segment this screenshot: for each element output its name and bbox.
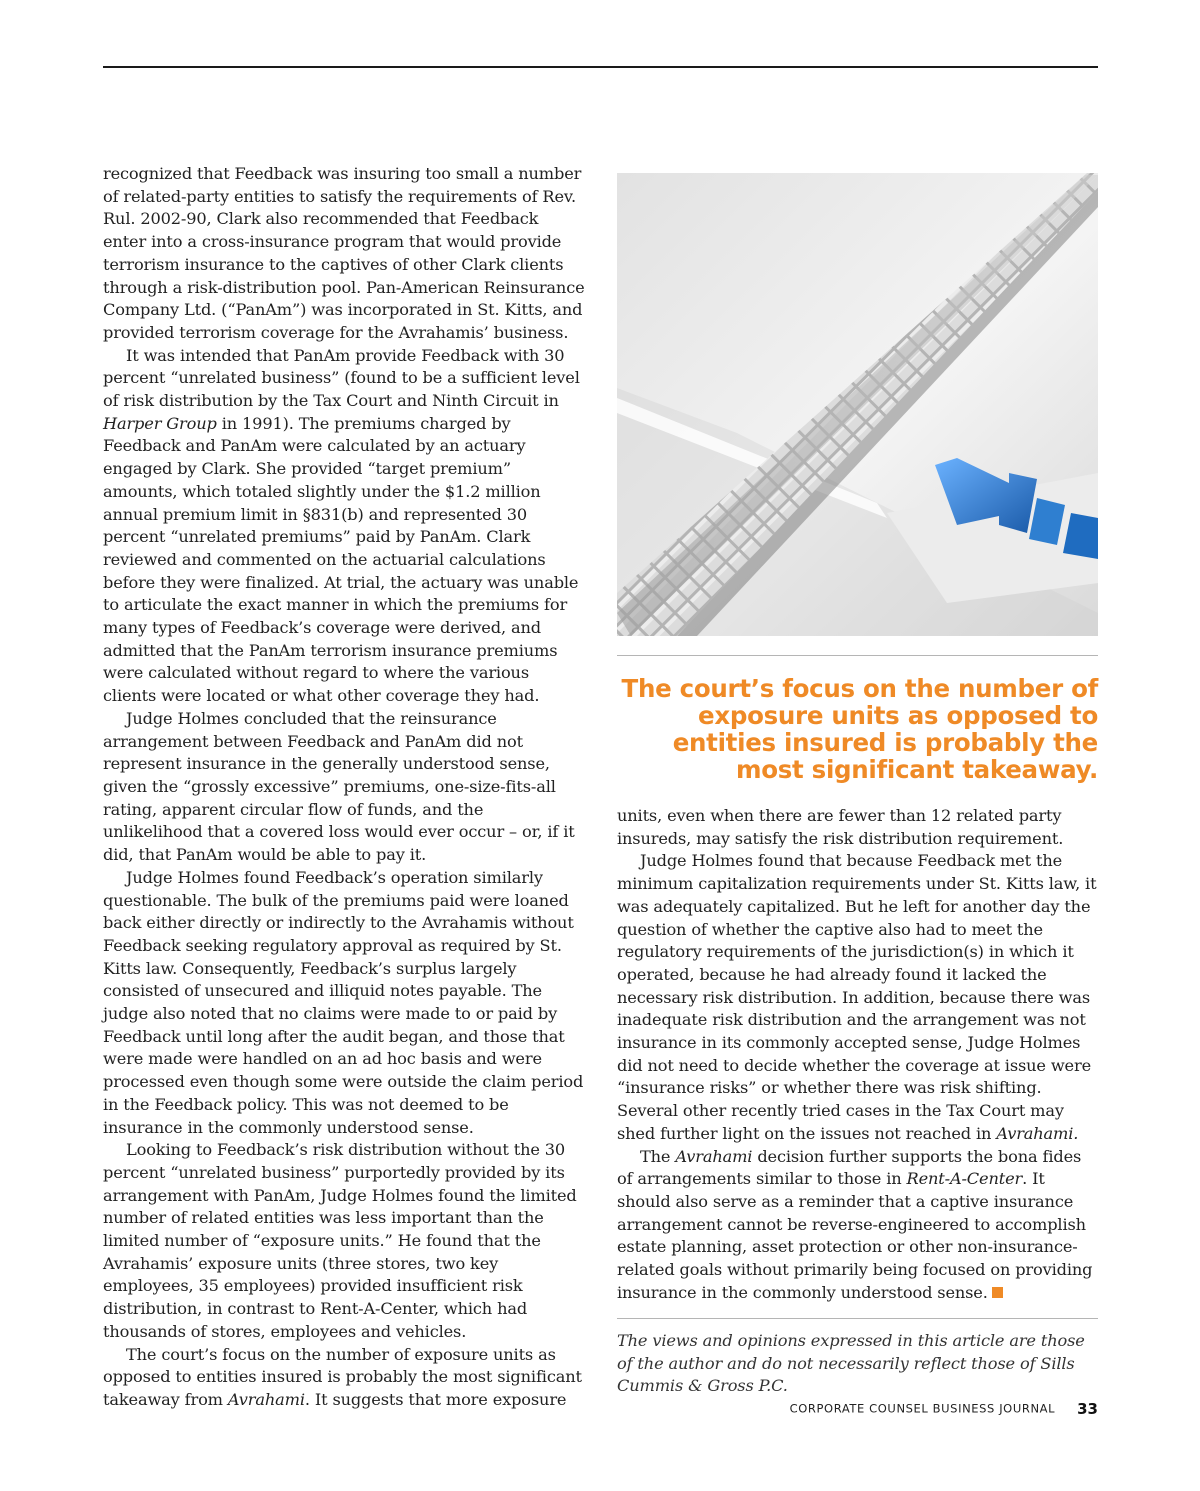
text-span: in 1991). The premiums charged by Feedback and PanAm were calculated by an actuary engaged by Clark. She provided “target premium” amounts, which totaled slightly under the $1.2 million annual premium limit in §831(b) and represented 30 percent “unrelated premiums” paid by PanAm. Clark reviewed and commented on the actuarial calculations before they were finalized. At trial, the actuary was unable to articulate the exact manner in which the premiums for many types of Feedback’s coverage were derived, and admitted that the PanAm terrorism insurance premiums were calculated without regard to where the various clients were located or what other coverage they had.: [103, 413, 579, 706]
paragraph: recognized that Feedback was insuring too small a number of related-party entities to satisfy the requirements of Rev. Rul. 2002-90, Clark also recommended that Feedback enter into a cross-insurance program that would provide terrorism insurance to the captives of other Clark clients through a risk-distribution pool. Pan-American Reinsurance Company Ltd. (“PanAm”) was incorporated in St. Kitts, and provided terrorism coverage for the Avrahamis’ business.: [103, 164, 585, 342]
case-name: Avrahami.: [996, 1123, 1079, 1143]
paragraph: Judge Holmes concluded that the reinsurance arrangement between Feedback and PanAm did not represent insurance in the generally understood sense, given the “grossly excessive” premiums, one-size-fits-all rating, apparent circular flow of funds, and the unlikelihood that a covered loss would ever occur – or, if it did, that PanAm would be able to pay it.: [103, 708, 575, 865]
case-name: Avrahami: [675, 1146, 753, 1166]
paragraph: [103, 1344, 585, 1412]
text-span: The: [640, 1146, 676, 1166]
text-span: . It suggests that more exposure: [304, 1389, 567, 1409]
divider: [617, 1318, 1098, 1319]
footer: [700, 1398, 1098, 1418]
paragraph: Looking to Feedback’s risk distribution without the 30 percent “unrelated business” purportedly provided by its arrangement with PanAm, Judge Holmes found the limited number of related entities was less important than the limited number of “exposure units.” He found that the Avrahamis’ exposure units (three stores, two key employees, 35 employees) provided insufficient risk distribution, in contrast to Rent-A-Center, which had thousands of stores, employees and vehicles.: [103, 1140, 577, 1341]
text-span: . It should also serve as a reminder that a captive insurance arrangement cannot be reverse-engineered to accomplish estate planning, asset protection or other non-insurance-related goals without primarily being focused on providing insurance in the commonly understood sense.: [617, 1169, 1093, 1302]
paragraph: Judge Holmes found Feedback’s operation similarly questionable. The bulk of the premiums paid were loaned back either directly or indirectly to the Avrahamis without Feedback seeking regulatory approval as required by St. Kitts law. Consequently, Feedback’s surplus largely consisted of unsecured and illiquid notes payable. The judge also noted that no claims were made to or paid by Feedback until long after the audit began, and those that were made were handled on an ad hoc basis and were processed even though some were outside the claim period in the Feedback policy. This was not deemed to be insurance in the commonly understood sense.: [103, 867, 584, 1137]
journal-name: CORPORATE COUNSEL BUSINESS JOURNAL: [789, 1401, 1056, 1416]
case-name: Harper Group: [103, 413, 217, 433]
right-column: [617, 805, 1097, 1304]
wall-and-arrow-illustration: [617, 173, 1098, 636]
paragraph: [617, 850, 1097, 1145]
disclaimer: The views and opinions expressed in this article are those of the author and do not necessarily reflect those of Sills Cummis & Gross P.C.: [617, 1331, 1085, 1396]
case-name: Rent-A-Center: [906, 1169, 1023, 1189]
pull-quote: The court’s focus on the number of exposure units as opposed to entities insured is probably the most significant takeaway.: [621, 674, 1098, 784]
left-column: [103, 163, 585, 1412]
case-name: Avrahami: [227, 1389, 305, 1409]
text-span: The court’s focus on the number of exposure units as opposed to entities insured is probably the most significant takeaway from: [103, 1344, 582, 1409]
text-span: It was intended that PanAm provide Feedback with 30 percent “unrelated business” (found to be a sufficient level of risk distribution by the Tax Court and Ninth Circuit in: [103, 345, 580, 411]
paragraph: [617, 1146, 1097, 1305]
divider: [617, 655, 1098, 656]
page-number: 33: [1077, 1399, 1098, 1418]
text-span: decision further supports the bona fides of arrangements similar to those in: [617, 1146, 1082, 1189]
text-span: Judge Holmes found that because Feedback met the minimum capitalization requirements under St. Kitts law, it was adequately capitalized. But he left for another day the question of whether the captive also had to meet the regulatory requirements of the jurisdiction(s) in which it operated, because he had already found it lacked the necessary risk distribution. In addition, because there was inadequate risk distribution and the arrangement was not insurance in its commonly accepted sense, Judge Holmes did not need to decide whether the coverage at issue were “insurance risks” or whether there was risk shifting. Several other recently tried cases in the Tax Court may shed further light on the issues not reached in: [617, 851, 1097, 1143]
end-mark-icon: [992, 1287, 1003, 1298]
paragraph: [103, 345, 585, 708]
top-rule: [103, 66, 1098, 68]
paragraph: units, even when there are fewer than 12 related party insureds, may satisfy the risk distribution requirement.: [617, 806, 1064, 848]
